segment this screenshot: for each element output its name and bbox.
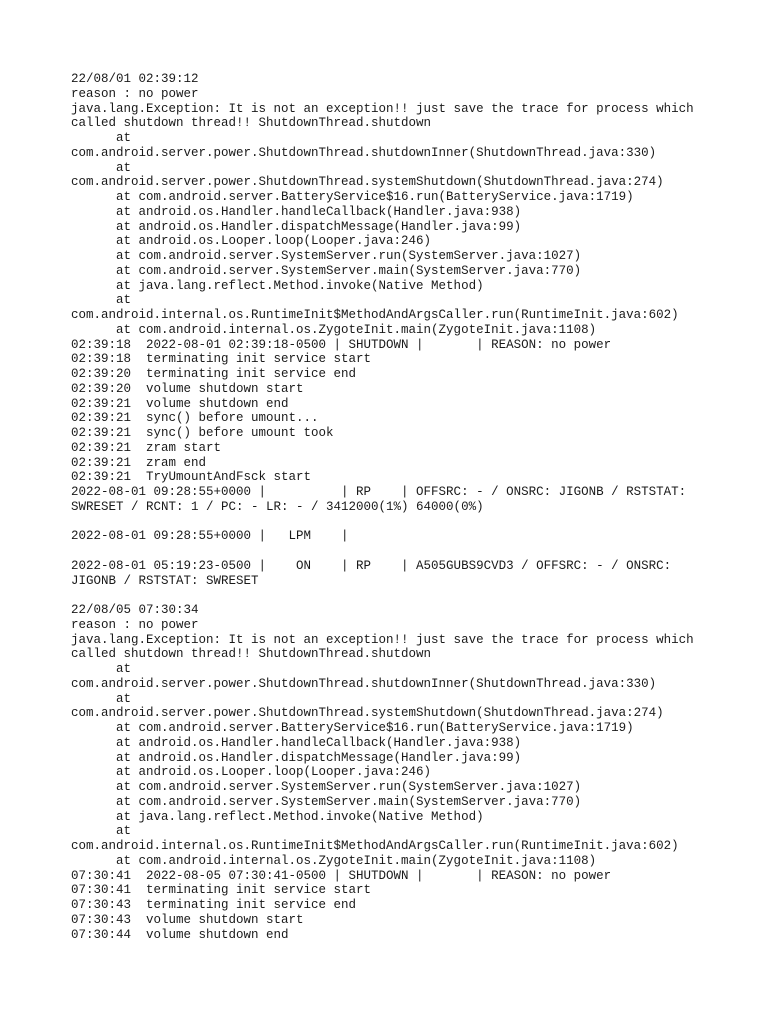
log-line [71,544,731,559]
log-line: at [71,293,132,308]
log-line: 22/08/05 07:30:34 [71,603,199,617]
log-line: com.android.server.power.ShutdownThread.systemShutdown(ShutdownThread.java:274) [71,175,664,190]
log-line: 2022-08-01 09:28:55+0000 | LPM | [71,529,349,544]
log-line [71,515,731,530]
log-line: java.lang.Exception: It is not an exception!! just save the trace for process which [71,632,694,647]
log-line: at com.android.server.SystemServer.run(SystemServer.java:1027) [71,780,582,794]
log-line: 02:39:21 zram start [71,440,222,455]
log-line: 07:30:44 volume shutdown end [71,927,289,942]
log-line: at com.android.server.SystemServer.main(SystemServer.java:770) [71,263,582,278]
log-line: com.android.server.power.ShutdownThread.shutdownInner(ShutdownThread.java:330) [71,676,657,691]
log-line: 02:39:18 2022-08-01 02:39:18-0500 | SHUTDOWN | | REASON: no power [71,337,612,352]
log-line: called shutdown thread!! ShutdownThread.shutdown [71,116,432,131]
log-line: at android.os.Handler.handleCallback(Handler.java:938) [71,204,522,219]
log-line: 2022-08-01 09:28:55+0000 | | RP | OFFSRC: - / ONSRC: JIGONB / RSTSTAT: [71,485,687,499]
log-line: 02:39:20 volume shutdown start [71,381,304,396]
log-line: at [71,160,132,175]
log-line: at [71,131,132,145]
log-line: com.android.internal.os.RuntimeInit$MethodAndArgsCaller.run(RuntimeInit.java:602) [71,839,679,853]
log-line: reason : no power [71,86,199,101]
log-line: at android.os.Looper.loop(Looper.java:246) [71,234,432,249]
log-line: at java.lang.reflect.Method.invoke(Native Method) [71,278,484,293]
log-line: 02:39:18 terminating init service start [71,352,372,367]
log-line: 2022-08-01 05:19:23-0500 | ON | RP | A505GUBS9CVD3 / OFFSRC: - / ONSRC: [71,558,672,573]
log-line: 22/08/01 02:39:12 [71,72,199,86]
log-line: SWRESET / RCNT: 1 / PC: - LR: - / 3412000(1%) 64000(0%) [71,499,484,514]
log-line: com.android.internal.os.RuntimeInit$MethodAndArgsCaller.run(RuntimeInit.java:602) [71,308,679,322]
log-line: 07:30:43 terminating init service end [71,898,357,912]
log-line: 07:30:41 2022-08-05 07:30:41-0500 | SHUTDOWN | | REASON: no power [71,868,612,883]
log-line: at com.android.server.SystemServer.main(SystemServer.java:770) [71,794,582,809]
log-line: at [71,691,132,706]
log-line: 07:30:43 volume shutdown start [71,912,304,927]
log-line: 02:39:20 terminating init service end [71,367,357,381]
log-line [71,588,731,603]
log-line: com.android.server.power.ShutdownThread.shutdownInner(ShutdownThread.java:330) [71,145,657,160]
log-line: at android.os.Handler.handleCallback(Handler.java:938) [71,735,522,750]
log-line: at com.android.server.BatteryService$16.run(BatteryService.java:1719) [71,721,634,735]
log-line: at com.android.server.SystemServer.run(SystemServer.java:1027) [71,249,582,263]
log-line: at com.android.server.BatteryService$16.run(BatteryService.java:1719) [71,190,634,204]
log-line: at com.android.internal.os.ZygoteInit.main(ZygoteInit.java:1108) [71,853,597,868]
log-line: java.lang.Exception: It is not an exception!! just save the trace for process which [71,101,694,116]
log-line: JIGONB / RSTSTAT: SWRESET [71,573,259,588]
log-line: 02:39:21 sync() before umount took [71,426,334,440]
log-line: reason : no power [71,617,199,632]
log-line: at android.os.Handler.dispatchMessage(Handler.java:99) [71,219,522,234]
log-line: 02:39:21 TryUmountAndFsck start [71,470,312,485]
log-line: at java.lang.reflect.Method.invoke(Native Method) [71,809,484,824]
log-line: com.android.server.power.ShutdownThread.systemShutdown(ShutdownThread.java:274) [71,706,664,721]
log-document [71,72,731,942]
log-line: at [71,824,132,839]
log-lines [71,72,731,942]
log-line: 07:30:41 terminating init service start [71,883,372,898]
log-line: 02:39:21 sync() before umount... [71,411,319,426]
log-line: 02:39:21 volume shutdown end [71,396,289,411]
log-line: at com.android.internal.os.ZygoteInit.main(ZygoteInit.java:1108) [71,322,597,337]
log-line: at [71,662,132,676]
log-line: 02:39:21 zram end [71,455,207,470]
log-line: called shutdown thread!! ShutdownThread.shutdown [71,647,432,662]
log-line: at android.os.Handler.dispatchMessage(Handler.java:99) [71,750,522,765]
log-line: at android.os.Looper.loop(Looper.java:246) [71,765,432,780]
